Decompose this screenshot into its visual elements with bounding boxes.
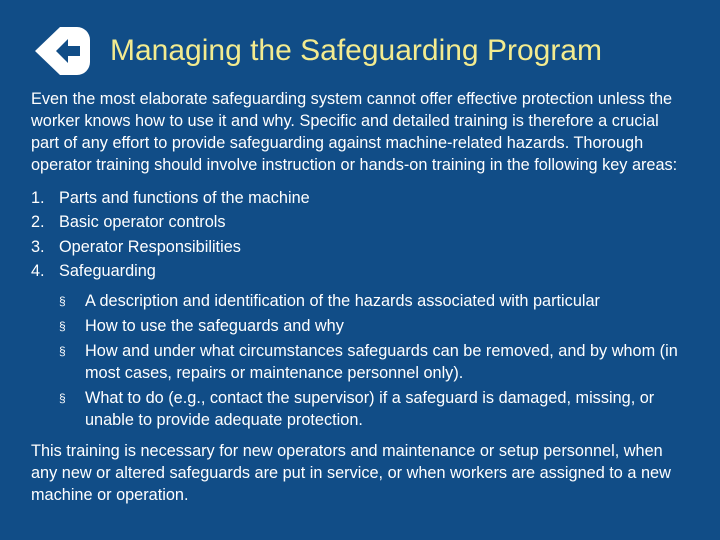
- list-item-text: Basic operator controls: [59, 213, 226, 232]
- list-item-text: Parts and functions of the machine: [59, 188, 310, 207]
- bullet-icon: §: [59, 318, 66, 333]
- list-item-text: A description and identification of the hazards associated with particular: [85, 292, 600, 310]
- list-item: [31, 341, 691, 385]
- closing-paragraph: This training is necessary for new operators and maintenance or setup personnel, when any new or altered safeguards are put in service, or when workers are assigned to a new machine or operation.: [31, 442, 671, 505]
- list-item-text: Safeguarding: [59, 262, 156, 281]
- intro-paragraph: Even the most elaborate safeguarding system cannot offer effective protection unless the worker knows how to use it and why. Specific and detailed training is therefore a crucial part of any effort to provide safeguarding against machine-related hazards. Thorough operator training should involve instruction or hands-on training in the following key areas:: [31, 90, 678, 174]
- list-item-text: What to do (e.g., contact the supervisor) if a safeguard is damaged, missing, or unable to provide adequate protection.: [85, 388, 655, 429]
- list-item-text: Operator Responsibilities: [59, 237, 241, 256]
- list-number: 3.: [31, 237, 45, 256]
- bullet-icon: §: [59, 390, 66, 405]
- list-item-text: How to use the safeguards and why: [85, 316, 344, 335]
- list-item: [31, 235, 691, 260]
- key-areas-list: [31, 186, 691, 284]
- content-body: [31, 89, 691, 507]
- list-item: [31, 259, 691, 284]
- list-number: 1.: [31, 188, 45, 207]
- arrow-left-icon: [33, 24, 93, 78]
- page-title: Managing the Safeguarding Program: [110, 34, 602, 67]
- bullet-icon: §: [59, 294, 66, 308]
- safeguarding-subitems: [31, 291, 691, 431]
- list-number: 4.: [31, 262, 45, 281]
- bullet-icon: §: [59, 343, 66, 358]
- list-item: [31, 388, 691, 432]
- list-item-text: How and under what circumstances safeguards can be removed, and by whom (in most cases, repairs or maintenance personnel only).: [85, 341, 678, 382]
- list-item: [31, 291, 691, 313]
- list-item: [31, 210, 691, 235]
- list-number: 2.: [31, 213, 45, 232]
- list-item: [31, 186, 691, 211]
- back-button[interactable]: [33, 24, 93, 78]
- list-item: [31, 316, 691, 338]
